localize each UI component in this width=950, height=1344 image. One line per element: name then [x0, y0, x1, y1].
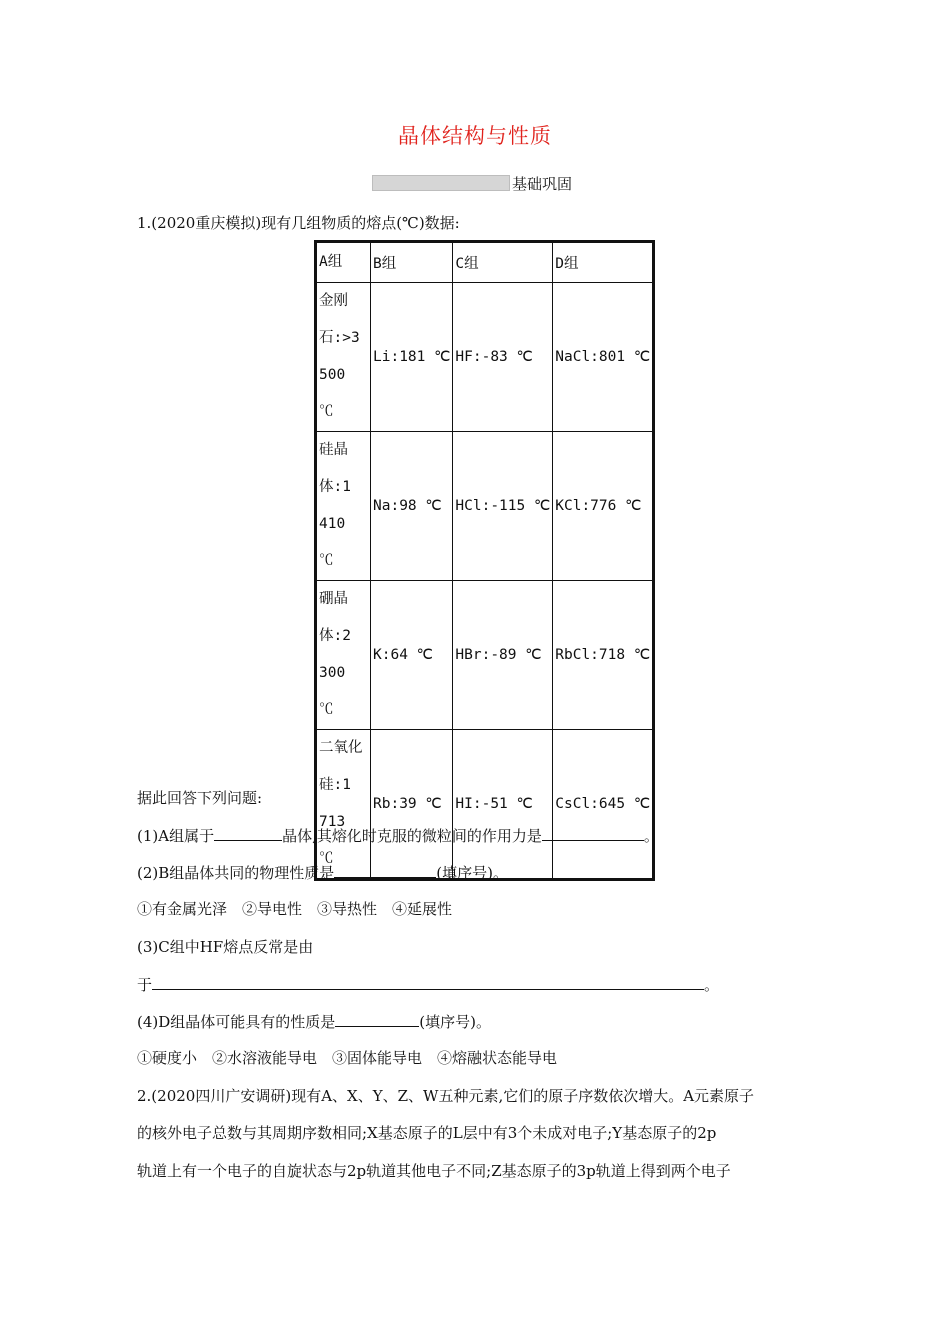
sub-question-3-text-b: 于: [137, 976, 153, 994]
sub-question-4-text-a: (4)D组晶体可能具有的性质是: [137, 1013, 336, 1031]
table-cell: KCl:776 ℃: [553, 432, 654, 581]
header-cell-a: A组: [316, 242, 371, 283]
table-cell: 二氧化硅:1 713 ℃: [316, 730, 371, 880]
answer-blank[interactable]: [335, 1010, 419, 1027]
question-2-line-2: 的核外电子总数与其周期序数相同;X基态原子的L层中有3个未成对电子;Y基态原子的2p: [137, 1124, 717, 1142]
question-2-line-1: 2.(2020四川广安调研)现有A、X、Y、Z、W五种元素,它们的原子序数依次增大。A元素原子: [137, 1087, 755, 1105]
table-cell: HF:-83 ℃: [453, 283, 553, 432]
table-cell: HCl:-115 ℃: [453, 432, 553, 581]
sub-question-2-text-a: (2)B组晶体共同的物理性质是: [137, 864, 335, 882]
header-cell-d: D组: [553, 242, 654, 283]
sub-question-3-text-c: 。: [704, 976, 720, 994]
question-2-line-3: 轨道上有一个电子的自旋状态与2p轨道其他电子不同;Z基态原子的3p轨道上得到两个电子: [137, 1162, 731, 1180]
table-cell: K:64 ℃: [371, 581, 453, 730]
sub-question-1-text-b: 晶体,其熔化时克服的微粒间的作用力是: [282, 827, 542, 845]
sub-question-3-cont: [137, 973, 719, 995]
table-cell: Rb:39 ℃: [371, 730, 453, 880]
table-header-row: [316, 242, 654, 283]
table-row: [316, 283, 654, 432]
table-cell: 硼晶体:2 300 ℃: [316, 581, 371, 730]
table-cell: RbCl:718 ℃: [553, 581, 654, 730]
table-row: [316, 730, 654, 880]
sub-question-1-text-a: (1)A组属于: [137, 827, 215, 845]
page-title: 晶体结构与性质: [398, 124, 552, 148]
answer-blank[interactable]: [542, 824, 644, 841]
table-cell: HBr:-89 ℃: [453, 581, 553, 730]
sub-question-1-text-c: 。: [643, 827, 659, 845]
answer-blank[interactable]: [334, 861, 436, 878]
sub-question-4: [137, 1010, 491, 1032]
section-bar: [372, 175, 510, 191]
sub-question-2: [137, 861, 508, 883]
melting-point-table: [314, 240, 655, 881]
answer-prompt: 据此回答下列问题:: [137, 789, 263, 807]
header-cell-c: C组: [453, 242, 553, 283]
table-cell: Na:98 ℃: [371, 432, 453, 581]
question-1-intro: 1.(2020重庆模拟)现有几组物质的熔点(℃)数据:: [137, 214, 460, 232]
table-row: [316, 581, 654, 730]
table-cell: NaCl:801 ℃: [553, 283, 654, 432]
section-header: [372, 174, 572, 192]
header-cell-b: B组: [371, 242, 453, 283]
table-cell: Li:181 ℃: [371, 283, 453, 432]
sub-question-2-text-b: (填序号)。: [436, 864, 508, 882]
answer-blank[interactable]: [214, 824, 282, 841]
sub-question-1: [137, 824, 659, 846]
sub-question-4-options: ①硬度小 ②水溶液能导电 ③固体能导电 ④熔融状态能导电: [137, 1049, 558, 1067]
section-label: 基础巩固: [512, 174, 573, 193]
answer-blank[interactable]: [152, 973, 704, 990]
table-cell: 硅晶体:1 410 ℃: [316, 432, 371, 581]
sub-question-4-text-b: (填序号)。: [419, 1013, 491, 1031]
table-row: [316, 432, 654, 581]
table-cell: HI:-51 ℃: [453, 730, 553, 880]
table-cell: CsCl:645 ℃: [553, 730, 654, 880]
table-cell: 金刚石:>3 500 ℃: [316, 283, 371, 432]
sub-question-3: (3)C组中HF熔点反常是由: [137, 938, 314, 956]
sub-question-2-options: ①有金属光泽 ②导电性 ③导热性 ④延展性: [137, 900, 453, 918]
